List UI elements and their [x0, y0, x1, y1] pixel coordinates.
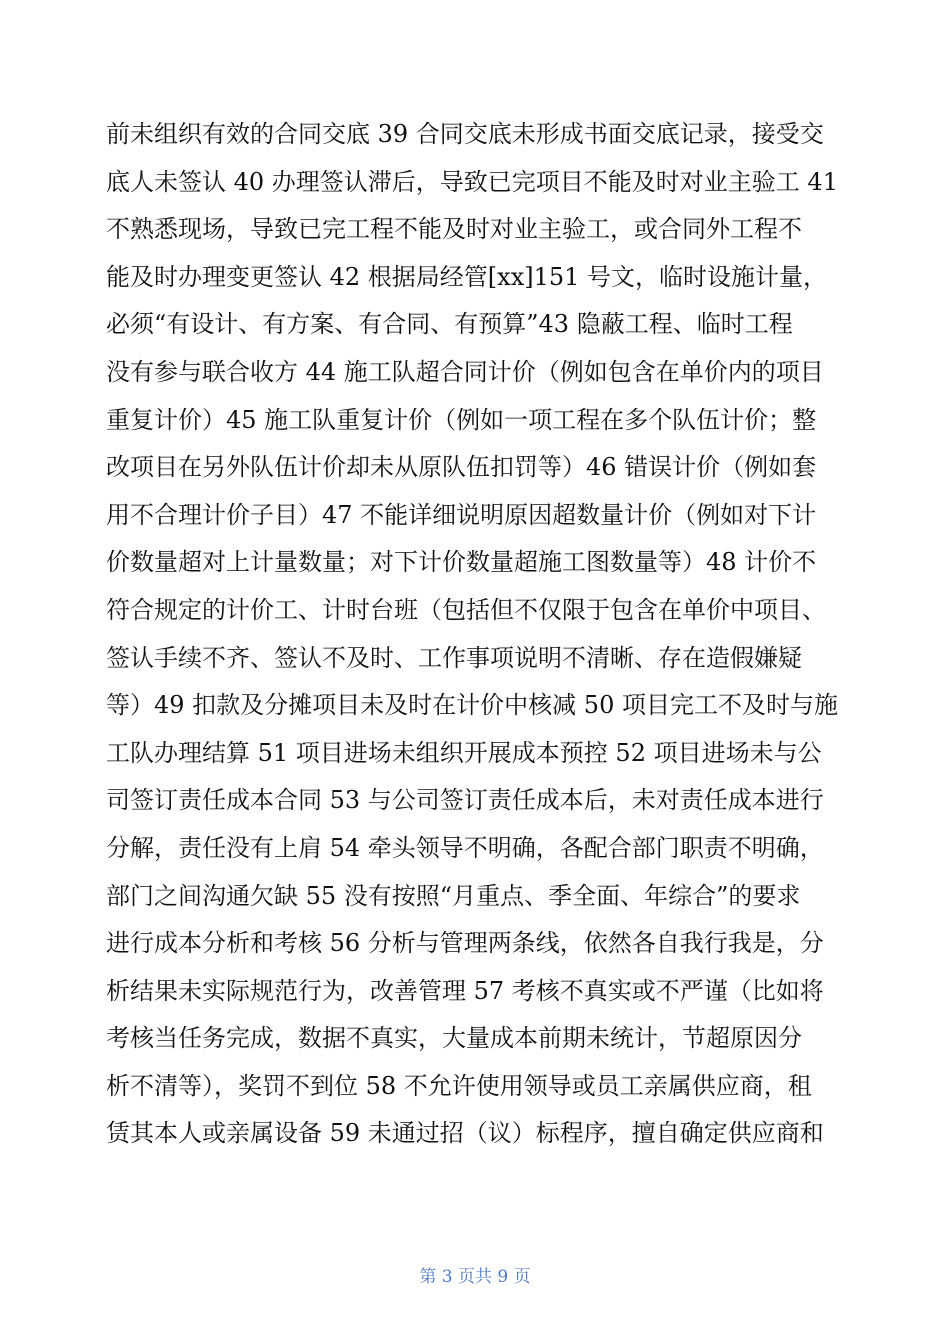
text-line: 签认手续不齐、签认不及时、工作事项说明不清晰、存在造假嫌疑 [106, 643, 802, 672]
text-line: 部门之间沟通欠缺 55 没有按照“月重点、季全面、年综合”的要求 [106, 881, 801, 910]
text-line: 必须“有设计、有方案、有合同、有预算”43 隐蔽工程、临时工程 [106, 310, 793, 339]
text-line: 能及时办理变更签认 42 根据局经管[xx]151 号文，临时设施计量， [106, 262, 828, 291]
page-number-footer: 第 3 页共 9 页 [419, 1267, 531, 1287]
text-line: 没有参与联合收方 44 施工队超合同计价（例如包含在单价内的项目 [106, 357, 824, 386]
text-line: 符合规定的计价工、计时台班（包括但不仅限于包含在单价中项目、 [106, 595, 826, 624]
text-line: 改项目在另外队伍计价却未从原队伍扣罚等）46 错误计价（例如套 [106, 453, 817, 482]
text-line: 前未组织有效的合同交底 39 合同交底未形成书面交底记录，接受交 [106, 120, 824, 148]
text-line: 考核当任务完成，数据不真实，大量成本前期未统计，节超原因分 [106, 1024, 802, 1053]
text-line: 用不合理计价子目）47 不能详细说明原因超数量计价（例如对下计 [106, 500, 817, 529]
text-line: 重复计价）45 施工队重复计价（例如一项工程在多个队伍计价；整 [106, 405, 817, 434]
body-text [106, 111, 846, 1158]
text-line: 司签订责任成本合同 53 与公司签订责任成本后，未对责任成本进行 [106, 786, 824, 815]
text-line: 进行成本分析和考核 56 分析与管理两条线，依然各自我行我是，分 [106, 929, 824, 958]
text-line: 不熟悉现场，导致已完工程不能及时对业主验工，或合同外工程不 [106, 215, 802, 244]
text-line: 析结果未实际规范行为，改善管理 57 考核不真实或不严谨（比如将 [106, 976, 824, 1005]
text-line: 价数量超对上计量数量；对下计价数量超施工图数量等）48 计价不 [106, 548, 817, 577]
text-line: 等）49 扣款及分摊项目未及时在计价中核减 50 项目完工不及时与施 [106, 691, 838, 720]
text-line: 赁其本人或亲属设备 59 未通过招（议）标程序，擅自确定供应商和 [106, 1119, 824, 1148]
text-line: 工队办理结算 51 项目进场未组织开展成本预控 52 项目进场未与公 [106, 738, 822, 767]
text-line: 底人未签认 40 办理签认滞后，导致已完项目不能及时对业主验工 41 [106, 167, 838, 196]
text-line: 分解，责任没有上肩 54 牵头领导不明确，各配合部门职责不明确， [106, 833, 824, 862]
text-line: 析不清等），奖罚不到位 58 不允许使用领导或员工亲属供应商，租 [106, 1071, 812, 1100]
